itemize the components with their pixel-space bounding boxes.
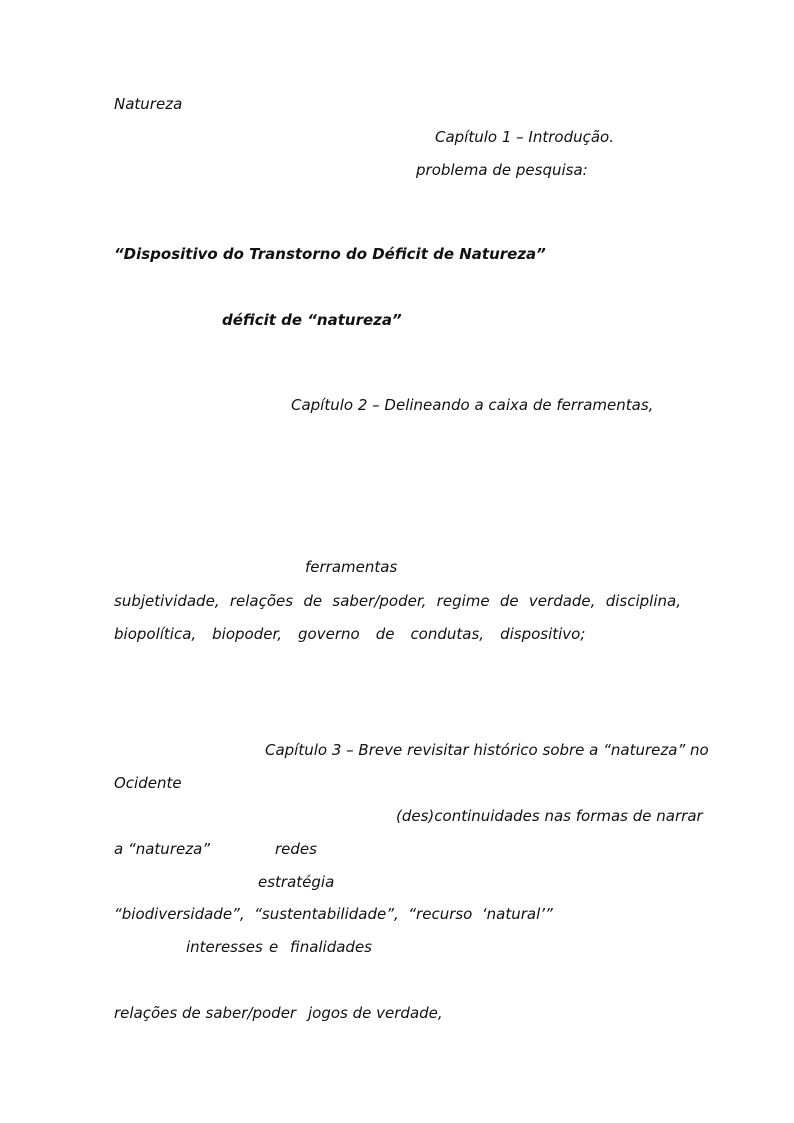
- list-item: dispositivo;: [500, 625, 586, 643]
- text-ferramentas: ferramentas: [305, 558, 398, 576]
- list-item: de: [303, 592, 323, 610]
- list-item: disciplina,: [605, 592, 681, 610]
- text-finalidades: finalidades: [290, 938, 373, 956]
- text-e: e: [269, 938, 279, 956]
- list-item: relações: [229, 592, 294, 610]
- chapter-1-heading: Capítulo 1 – Introdução.: [435, 128, 615, 146]
- list-item: biopolítica,: [114, 625, 197, 643]
- list-item: de: [499, 592, 519, 610]
- list-item: biopoder,: [212, 625, 283, 643]
- text-relacoes-saber-poder: relações de saber/poder: [114, 1004, 297, 1022]
- text-biodiversidade-list: “biodiversidade”, “sustentabilidade”, “recurso ‘natural’”: [114, 905, 553, 923]
- text-ocidente: Ocidente: [114, 774, 182, 792]
- text-descontinuidades: (des)continuidades nas formas de narrar: [396, 807, 703, 825]
- concept-list-line-1: [114, 591, 681, 611]
- concept-list-line-2: [114, 624, 585, 644]
- text-dispositivo-title: “Dispositivo do Transtorno do Déficit de Natureza”: [114, 245, 546, 263]
- list-item: condutas,: [410, 625, 485, 643]
- chapter-3-heading: Capítulo 3 – Breve revisitar histórico sobre a “natureza” no: [265, 741, 709, 759]
- list-item: verdade,: [528, 592, 596, 610]
- list-item: subjetividade,: [114, 592, 220, 610]
- list-item: saber/poder,: [332, 592, 427, 610]
- text-interesses: interesses: [186, 938, 263, 956]
- list-item: de: [375, 625, 395, 643]
- list-item: regime: [436, 592, 490, 610]
- chapter-2-heading: Capítulo 2 – Delineando a caixa de ferramentas,: [291, 396, 654, 414]
- text-jogos-de-verdade: jogos de verdade,: [308, 1004, 443, 1022]
- list-item: governo: [298, 625, 360, 643]
- text-estrategia: estratégia: [258, 873, 335, 891]
- text-deficit-de-natureza: déficit de “natureza”: [222, 311, 402, 329]
- text-a-natureza: a “natureza”: [114, 840, 211, 858]
- text-natureza: Natureza: [114, 95, 183, 113]
- text-problema-de-pesquisa: problema de pesquisa:: [416, 161, 588, 179]
- text-redes: redes: [275, 840, 317, 858]
